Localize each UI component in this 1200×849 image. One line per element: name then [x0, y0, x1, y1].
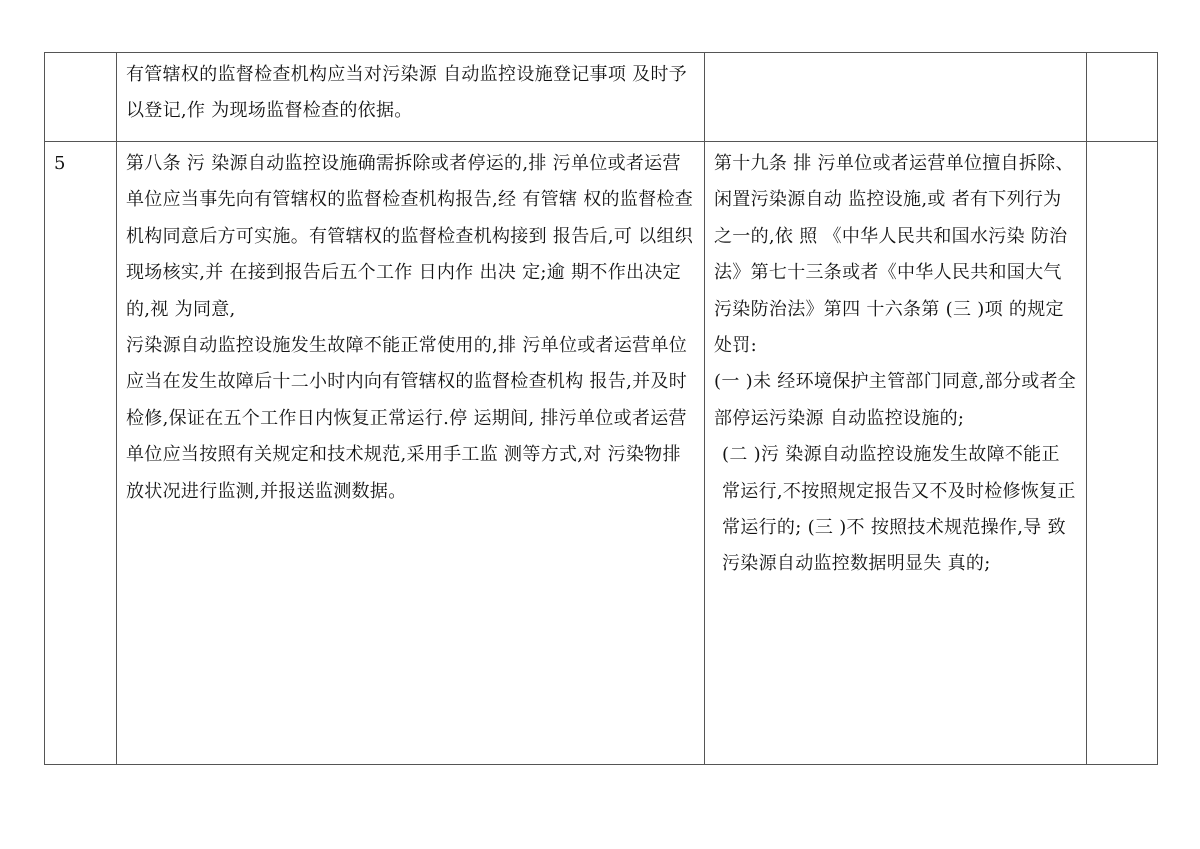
row-number-cell	[45, 142, 117, 765]
table-row	[45, 53, 1158, 142]
new-text-paragraph: (二 )污 染源自动监控设施发生故障不能正常运行,不按照规定报告又不及时检修恢复正常运行的; (三 )不 按照技术规范操作,导 致污染源自动监控数据明显失 真的;	[722, 444, 1076, 575]
new-text-paragraph: (一 )未 经环境保护主管部门同意,部分或者全部停运污染源 自动监控设施的;	[714, 371, 1077, 429]
old-text-paragraph: 有管辖权的监督检查机构应当对污染源 自动监控设施登记事项 及时予以登记,作 为现场监督检查的依据。	[126, 64, 688, 122]
old-text-cell	[117, 142, 705, 765]
row-number-cell	[45, 53, 117, 142]
remark-text	[1087, 53, 1157, 61]
old-text-paragraph: 第八条 污 染源自动监控设施确需拆除或者停运的,排 污单位或者运营单位应当事先向有管辖权的监督检查机构报告,经 有管辖 权的监督检查机构同意后方可实施。有管辖权的监督检查机构接到 报告后,可 以组织现场核实,并 在接到报告后五个工作 日内作 出决 定;逾 期不作出决定的,视 为同意,	[126, 153, 694, 320]
old-text-cell	[117, 53, 705, 142]
row-number: 5	[54, 153, 66, 174]
new-text-paragraph: 第十九条 排 污单位或者运营单位擅自拆除、闲置污染源自动 监控设施,或 者有下列行为之一的,依 照 《中华人民共和国水污染 防治法》第七十三条或者《中华人民共和国大气污染防治法》第四 十六条第 (三 )项 的规定处罚:	[714, 153, 1074, 357]
regulation-comparison-table	[44, 52, 1158, 765]
table-row	[45, 142, 1158, 765]
new-text-cell	[705, 142, 1087, 765]
remark-cell	[1087, 53, 1158, 142]
old-text-paragraph: 污染源自动监控设施发生故障不能正常使用的,排 污单位或者运营单位应当在发生故障后十二小时内向有管辖权的监督检查机构 报告,并及时检修,保证在五个工作日内恢复正常运行.停 运期间, 排污单位或者运营单位应当按照有关规定和技术规范,采用手工监 测等方式,对 污染物排放状况进行监测,并报送监测数据。	[126, 335, 688, 502]
new-text-cell	[705, 53, 1087, 142]
remark-text	[1087, 142, 1157, 150]
remark-cell	[1087, 142, 1158, 765]
row-number	[45, 53, 116, 61]
